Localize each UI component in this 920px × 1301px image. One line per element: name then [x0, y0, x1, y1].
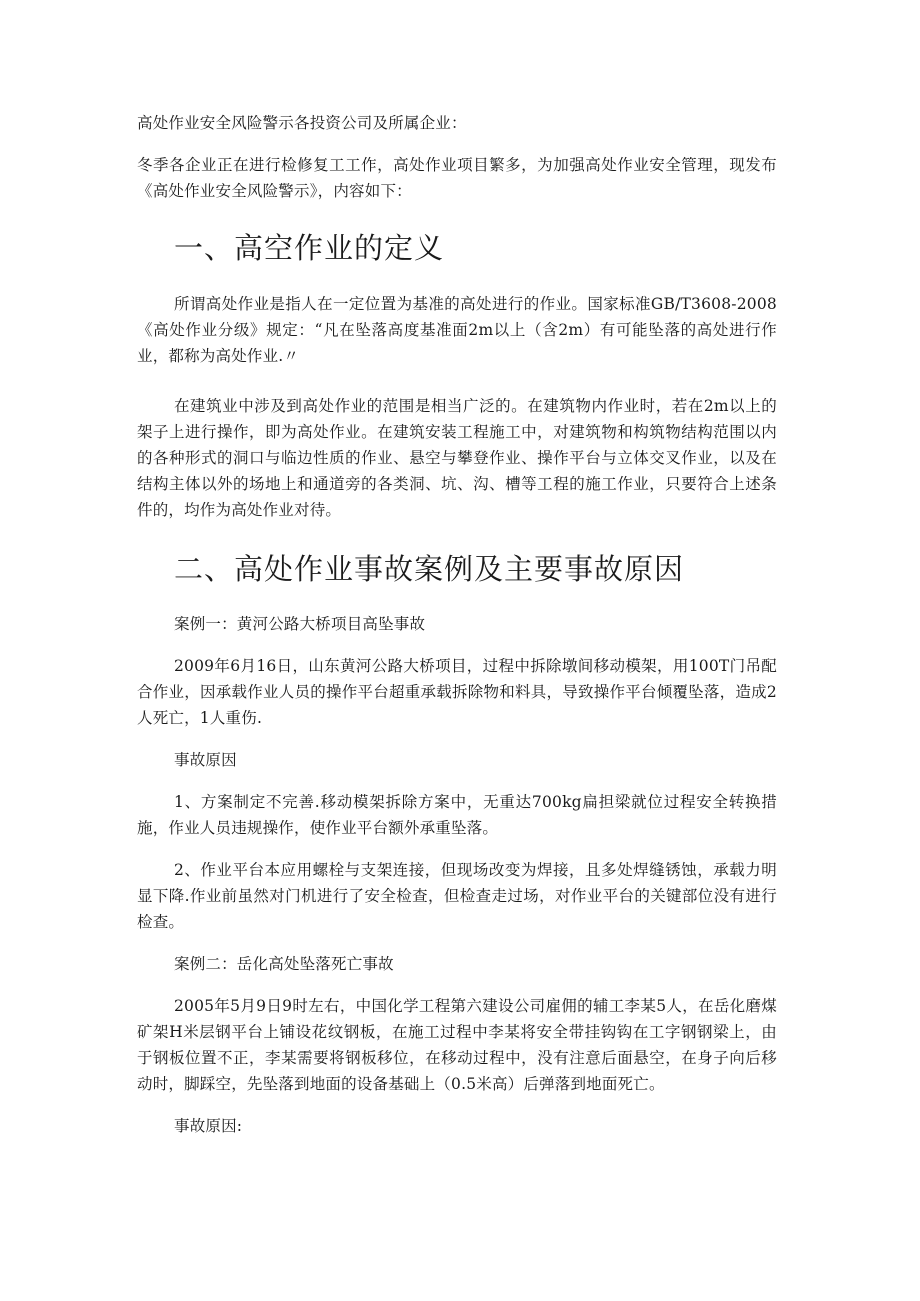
section1-heading: 一、高空作业的定义: [174, 231, 445, 265]
intro-paragraph: 冬季各企业正在进行检修复工工作，高处作业项目繁多，为加强高处作业安全管理，现发布《高处作业安全风险警示》，内容如下：: [137, 156, 777, 200]
case2-body: 2005年5月9日9时左右，中国化学工程第六建设公司雇佣的辅工李某5人，在岳化磨煤矿架H米层钢平台上铺设花纹钢板，在施工过程中李某将安全带挂钩钩在工字钢钢梁上，由于钢板位置不正，李某需要将钢板移位，在移动过程中，没有注意后面悬空，在身子向后移动时，脚踩空，先坠落到地面的设备基础上（0.5米高）后弹落到地面死亡。: [137, 997, 777, 1093]
case2-title: 案例二：岳化高处坠落死亡事故: [174, 955, 394, 973]
case2-cause-title: 事故原因:: [174, 1117, 243, 1135]
salutation: 高处作业安全风险警示各投资公司及所属企业：: [137, 114, 467, 132]
case1-cause-item: 2、作业平台本应用螺栓与支架连接，但现场改变为焊接，且多处焊缝锈蚀，承载力明显下降.作业前虽然对门机进行了安全检查，但检查走过场，对作业平台的关键部位没有进行检查。: [137, 861, 777, 931]
case1-body: 2009年6月16日，山东黄河公路大桥项目，过程中拆除墩间移动模架，用100T门吊配合作业，因承载作业人员的操作平台超重承载拆除物和料具，导致操作平台倾覆坠落，造成2人死亡，1人重伤.: [137, 657, 777, 727]
case1-title: 案例一：黄河公路大桥项目高坠事故: [174, 615, 426, 633]
case1-cause-item: 1、方案制定不完善.移动模架拆除方案中，无重达700kg扁担梁就位过程安全转换措施，作业人员违规操作，使作业平台额外承重坠落。: [137, 793, 777, 837]
section2-heading: 二、高处作业事故案例及主要事故原因: [174, 552, 685, 586]
document-body: [137, 110, 777, 1155]
definition-paragraph: 所谓高处作业是指人在一定位置为基准的高处进行的作业。国家标准GB/T3608-2008《高处作业分级》规定：“凡在坠落高度基准面2m以上（含2m）有可能坠落的高处进行作业，都称为高处作业.〃: [137, 295, 777, 365]
scope-paragraph: 在建筑业中涉及到高处作业的范围是相当广泛的。在建筑物内作业时，若在2m以上的架子上进行操作，即为高处作业。在建筑安装工程施工中，对建筑物和构筑物结构范围以内的各种形式的洞口与临边性质的作业、悬空与攀登作业、操作平台与立体交叉作业，以及在结构主体以外的场地上和通道旁的各类洞、坑、沟、槽等工程的施工作业，只要符合上述条件的，均作为高处作业对待。: [137, 397, 777, 519]
case1-cause-title: 事故原因: [174, 751, 237, 769]
